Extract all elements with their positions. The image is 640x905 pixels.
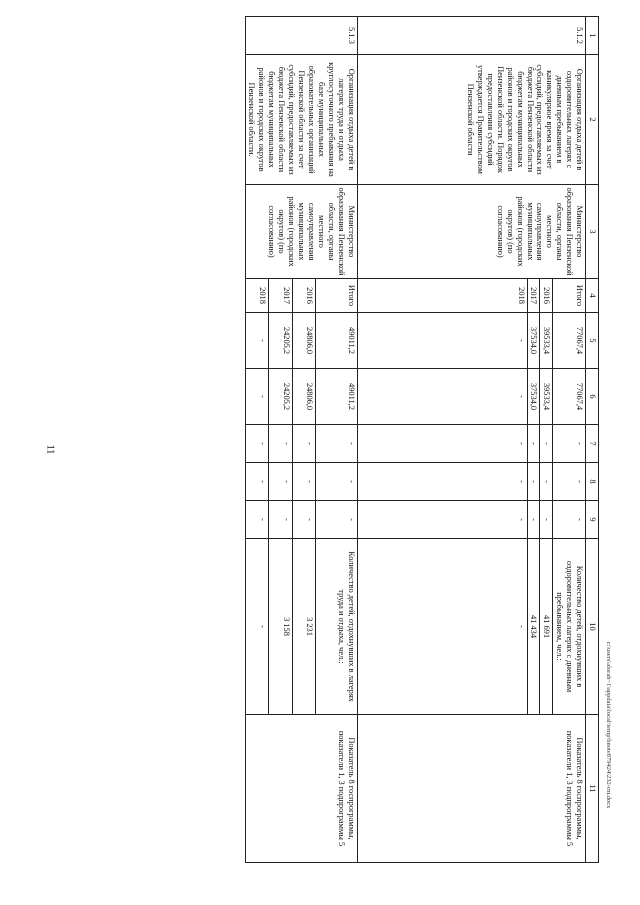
measure-row-total xyxy=(553,17,586,863)
value-c8: - xyxy=(527,463,540,501)
header-cell: 10 xyxy=(586,539,599,715)
header-row xyxy=(586,17,599,863)
value-c8: - xyxy=(269,463,292,501)
total-c8: - xyxy=(553,463,586,501)
year: 2016 xyxy=(540,279,553,313)
header-cell: 5 xyxy=(586,313,599,369)
total-c5: 49011,2 xyxy=(316,313,358,369)
measure-name: Организация отдыха детей в лагерях труда и отдыха круглосуточного пребывания на базе муниципальных образовательных организаций Пензенской области за счет субсидий, предоставляемых из бюджета Пензенской области бюджетам муниципальных районов и городских округов Пензенской области. xyxy=(245,55,357,185)
header-cell: 8 xyxy=(586,463,599,501)
total-c9: - xyxy=(553,501,586,539)
program-table-rotated xyxy=(105,16,599,862)
measure-executor: Министерство образования Пензенской области, органы местного самоуправления муниципальных районов (городских округов) (по согласованию) xyxy=(245,185,357,279)
value-c10: 3 231 xyxy=(292,539,315,715)
value-c10: 41 434 xyxy=(527,539,540,715)
value-c5: - xyxy=(357,313,527,369)
measure-row-total xyxy=(316,17,358,863)
value-c10: 41 691 xyxy=(540,539,553,715)
value-c7: - xyxy=(527,425,540,463)
year: 2017 xyxy=(527,279,540,313)
value-c5: 39533,4 xyxy=(540,313,553,369)
measure-name: Организация отдыха детей в оздоровительных лагерях с дневным пребыванием в каникулярное время за счет субсидий, предоставляемых из бюджета Пензенской области бюджетам муниципальных районов и городских округов Пензенской области. Порядок предоставления субсидий утверждается Правительством Пензенской области xyxy=(357,55,586,185)
total-c7: - xyxy=(553,425,586,463)
header-cell: 2 xyxy=(586,55,599,185)
value-c6: 37534,0 xyxy=(527,369,540,425)
period-label: Итого xyxy=(316,279,358,313)
value-c6: - xyxy=(357,369,527,425)
total-c7: - xyxy=(316,425,358,463)
value-c10: - xyxy=(357,539,527,715)
value-c7: - xyxy=(269,425,292,463)
value-c9: - xyxy=(269,501,292,539)
value-c8: - xyxy=(245,463,269,501)
header-cell: 7 xyxy=(586,425,599,463)
indicator-link: Показатель 8 госпрограммы, показатели 1, 3 подпрограммы 5 xyxy=(357,715,586,863)
value-c9: - xyxy=(357,501,527,539)
header-cell: 6 xyxy=(586,369,599,425)
header-cell: 11 xyxy=(586,715,599,863)
total-c8: - xyxy=(316,463,358,501)
value-c5: - xyxy=(245,313,269,369)
value-c9: - xyxy=(540,501,553,539)
value-c7: - xyxy=(540,425,553,463)
period-label: Итого xyxy=(553,279,586,313)
program-measures-table xyxy=(245,16,599,863)
year: 2016 xyxy=(292,279,315,313)
value-c7: - xyxy=(357,425,527,463)
value-c10: 3 158 xyxy=(269,539,292,715)
year: 2018 xyxy=(245,279,269,313)
header-cell: 3 xyxy=(586,185,599,279)
value-c5: 37534,0 xyxy=(527,313,540,369)
value-c9: - xyxy=(292,501,315,539)
total-c5: 77067,4 xyxy=(553,313,586,369)
value-c7: - xyxy=(292,425,315,463)
value-c9: - xyxy=(245,501,269,539)
value-c6: 24205,2 xyxy=(269,369,292,425)
value-c9: - xyxy=(527,501,540,539)
measure-executor: Министерство образования Пензенской области, органы местного самоуправления муниципальных районов (городских округов) (по согласованию) xyxy=(357,185,586,279)
value-c5: 24205,2 xyxy=(269,313,292,369)
total-c9: - xyxy=(316,501,358,539)
total-c6: 77067,4 xyxy=(553,369,586,425)
header-cell: 1 xyxy=(586,17,599,55)
value-c10: - xyxy=(245,539,269,715)
value-c8: - xyxy=(357,463,527,501)
total-c6: 49011,2 xyxy=(316,369,358,425)
header-cell: 4 xyxy=(586,279,599,313)
year: 2018 xyxy=(357,279,527,313)
value-c5: 24806,0 xyxy=(292,313,315,369)
value-c8: - xyxy=(540,463,553,501)
page-number: 11 xyxy=(44,444,56,455)
header-cell: 9 xyxy=(586,501,599,539)
indicator-link: Показатель 8 госпрограммы, показатели 1, 3 подпрограммы 5 xyxy=(245,715,357,863)
measure-number: 5.1.2 xyxy=(357,17,586,55)
value-c8: - xyxy=(292,463,315,501)
year: 2017 xyxy=(269,279,292,313)
indicator-text: Количество детей, отдохнувших в лагерях труда и отдыха, чел.: xyxy=(316,539,358,715)
footer-file-path: c:\users\alorah~1\appdata\local\temp\bnote879424\232-rm.docx xyxy=(605,641,612,809)
indicator-text: Количество детей, отдохнувших в оздоровительных лагерях с дневным пребыванием, чел.: xyxy=(553,539,586,715)
value-c6: 39533,4 xyxy=(540,369,553,425)
value-c6: 24806,0 xyxy=(292,369,315,425)
measure-number: 5.1.3 xyxy=(245,17,357,55)
value-c6: - xyxy=(245,369,269,425)
value-c7: - xyxy=(245,425,269,463)
